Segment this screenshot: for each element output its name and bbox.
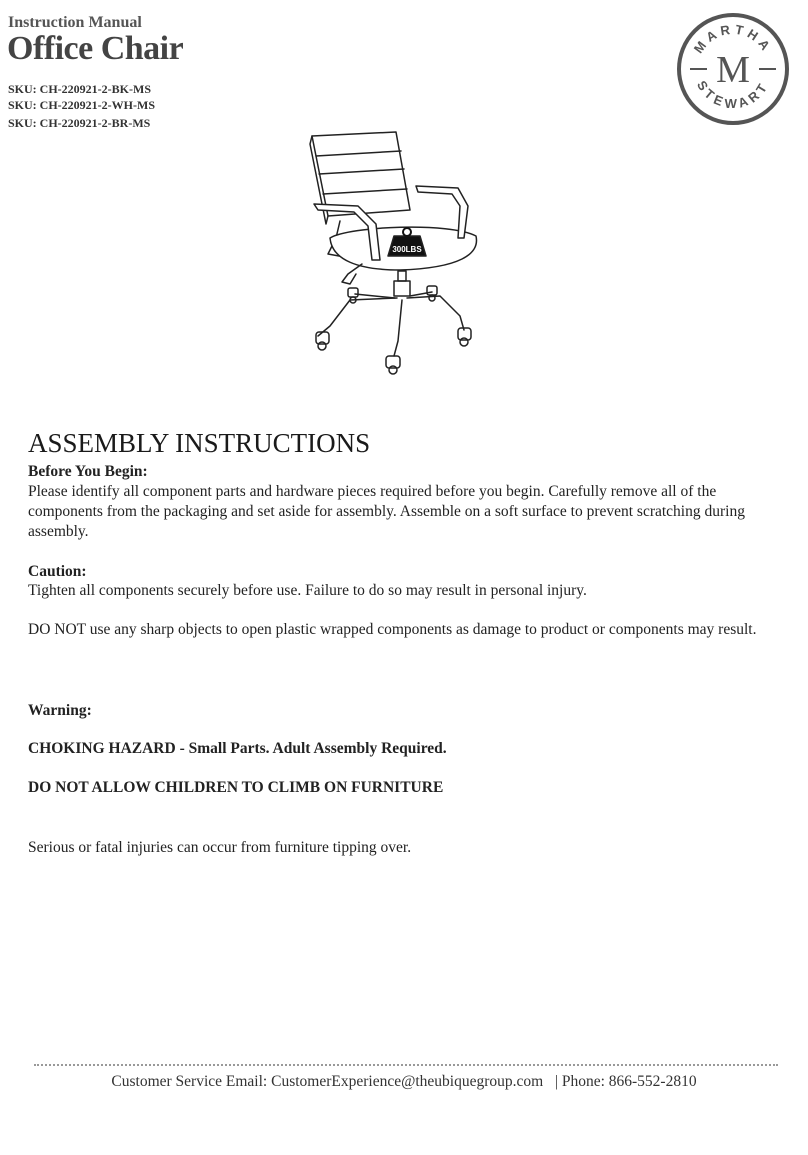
caution-text: Tighten all components securely before use. Failure to do so may result in personal injury. bbox=[28, 582, 587, 599]
logo-top-text: MARTHA bbox=[690, 21, 776, 57]
footer-phone: | Phone: 866-552-2810 bbox=[554, 1073, 697, 1090]
warning-tip-over: Serious or fatal injuries can occur from furniture tipping over. bbox=[28, 839, 412, 856]
sku-line: SKU: CH-220921-2-BR-MS bbox=[8, 116, 151, 130]
chair-caster bbox=[458, 328, 471, 346]
warning-choking: CHOKING HAZARD - Small Parts. Adult Assembly Required. bbox=[28, 740, 447, 757]
footer-divider bbox=[34, 1064, 778, 1066]
caution-heading: Caution: bbox=[28, 563, 87, 580]
chair-caster bbox=[348, 288, 358, 303]
svg-text:300LBS: 300LBS bbox=[392, 245, 422, 254]
caution-text: DO NOT use any sharp objects to open plastic wrapped components as damage to product or components may result. bbox=[28, 621, 757, 638]
before-heading: Before You Begin: bbox=[28, 463, 148, 480]
warning-climb: DO NOT ALLOW CHILDREN TO CLIMB ON FURNITURE bbox=[28, 779, 444, 796]
logo-bottom-text: STEWART bbox=[693, 77, 772, 112]
chair-gas-cylinder bbox=[394, 271, 410, 296]
logo-letter: M bbox=[716, 49, 750, 91]
office-chair-illustration bbox=[300, 126, 490, 376]
sku-line: SKU: CH-220921-2-WH-MS bbox=[8, 98, 155, 112]
section-title: ASSEMBLY INSTRUCTIONS bbox=[28, 428, 371, 458]
sku-line: SKU: CH-220921-2-BK-MS bbox=[8, 82, 151, 96]
product-title: Office Chair bbox=[7, 30, 184, 67]
warning-heading: Warning: bbox=[28, 702, 92, 719]
chair-caster bbox=[316, 332, 329, 350]
before-text: Please identify all component parts and hardware pieces required before you begin. Carefully remove all of the components from the packaging and set aside for assembly. Assemble on a soft surface to prevent scratching during assembly. bbox=[28, 483, 745, 540]
chair-caster bbox=[386, 356, 400, 374]
footer-contact bbox=[0, 1073, 808, 1091]
chair-height-lever bbox=[342, 264, 362, 284]
manual-kicker: Instruction Manual bbox=[8, 14, 142, 31]
martha-stewart-logo bbox=[676, 12, 790, 126]
footer-email: Customer Service Email: CustomerExperience@theubiquegroup.com bbox=[111, 1073, 544, 1090]
chair-base bbox=[318, 292, 464, 356]
chair-caster bbox=[427, 286, 437, 301]
